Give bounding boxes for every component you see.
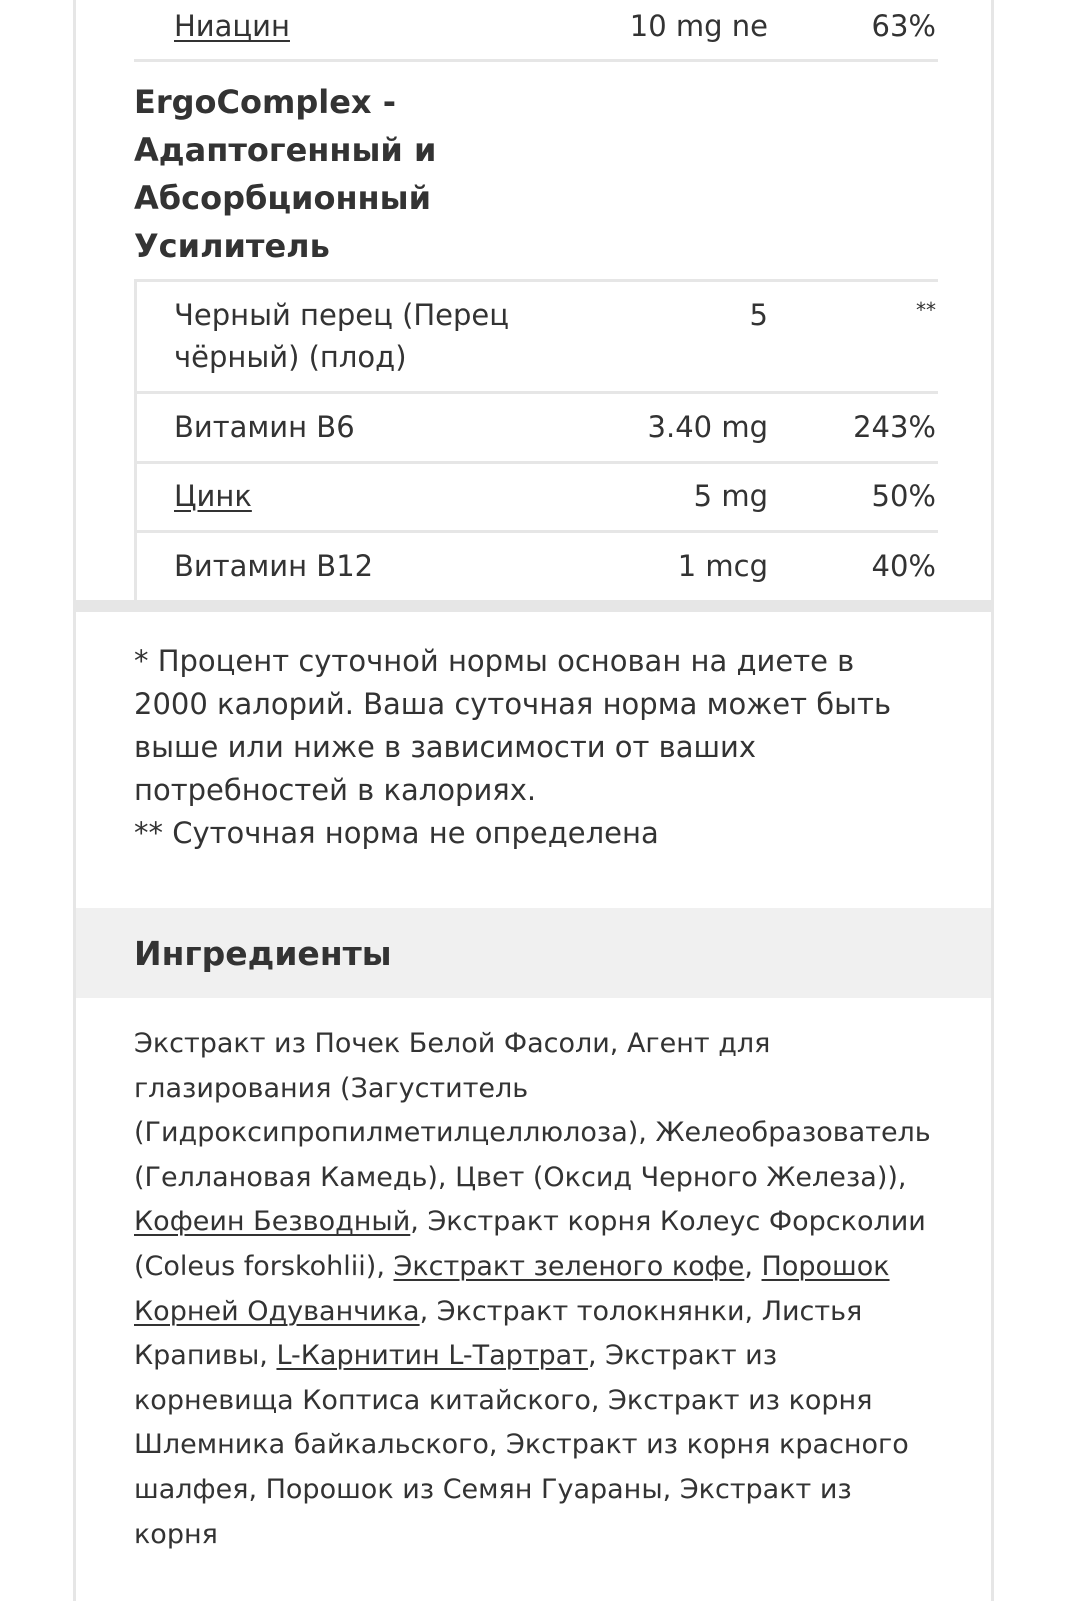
- footnote-not-established: ** Суточная норма не определена: [134, 816, 659, 850]
- group-title: [134, 76, 938, 282]
- nutrient-daily-value: 50%: [871, 479, 936, 513]
- nutrient-daily-value: 243%: [853, 410, 936, 444]
- ingredients-header: [76, 908, 991, 998]
- nutrient-amount: 1 mcg: [677, 549, 768, 583]
- table-row-vitamin-b6: [134, 394, 938, 464]
- footnotes: [134, 640, 934, 855]
- ingredient-text: Экстракт из Почек Белой Фасоли, Агент для глазирования (Загуститель (Гидроксипропилметилцеллюлоза), Желеобразователь (Геллановая Камедь), Цвет (Оксид Черного Железа)),: [134, 1028, 931, 1193]
- group-title-text: ErgoComplex - Адаптогенный и Абсорбционный Усилитель: [134, 83, 437, 265]
- nutrient-daily-value: **: [916, 298, 936, 322]
- nutrient-name-link[interactable]: Цинк: [174, 479, 252, 513]
- ingredient-text: , Экстракт корня Колеус Форсколии (Coleus forskohlii),: [134, 1206, 926, 1282]
- nutrient-name-link[interactable]: Ниацин: [174, 9, 290, 43]
- ingredient-link-l-carnitine[interactable]: L-Карнитин L-Тартрат: [276, 1340, 588, 1372]
- table-row-niacin: [134, 0, 938, 62]
- ingredient-text: , Экстракт толокнянки, Листья Крапивы,: [134, 1295, 863, 1372]
- table-row-black-pepper: [134, 282, 938, 394]
- ingredient-link-caffeine[interactable]: Кофеин Безводный: [134, 1206, 411, 1238]
- ingredient-text: , Экстракт из корневища Коптиса китайского, Экстракт из корня Шлемника байкальского, Экстракт из корня красного шалфея, Порошок из Семян Гуараны, Экстракт из корня: [134, 1340, 909, 1550]
- ingredient-text: ,: [744, 1250, 762, 1282]
- nutrient-name: Черный перец (Перец чёрный) (плод): [174, 298, 510, 374]
- nutrient-name: Витамин B6: [174, 410, 355, 444]
- nutrient-amount: 5: [749, 298, 768, 332]
- supplement-facts-panel: [73, 0, 994, 1601]
- ingredients-text: [134, 1022, 944, 1557]
- nutrient-daily-value: 63%: [871, 9, 936, 43]
- table-row-zinc: [134, 464, 938, 533]
- nutrient-amount: 3.40 mg: [647, 410, 768, 444]
- footnote-daily-value: * Процент суточной нормы основан на диете в 2000 калорий. Ваша суточная норма может быть выше или ниже в зависимости от ваших потребностей в калориях.: [134, 644, 892, 807]
- ingredient-link-dandelion[interactable]: Порошок Корней Одуванчика: [134, 1250, 890, 1327]
- table-row-vitamin-b12: [134, 533, 938, 600]
- nutrient-name: Витамин B12: [174, 549, 374, 583]
- ingredients-heading: Ингредиенты: [134, 934, 392, 973]
- nutrient-amount: 10 mg ne: [629, 9, 768, 43]
- nutrient-amount: 5 mg: [693, 479, 768, 513]
- nutrient-daily-value: 40%: [871, 549, 936, 583]
- ingredient-link-green-coffee[interactable]: Экстракт зеленого кофе: [393, 1250, 745, 1282]
- table-bottom-divider: [76, 600, 991, 612]
